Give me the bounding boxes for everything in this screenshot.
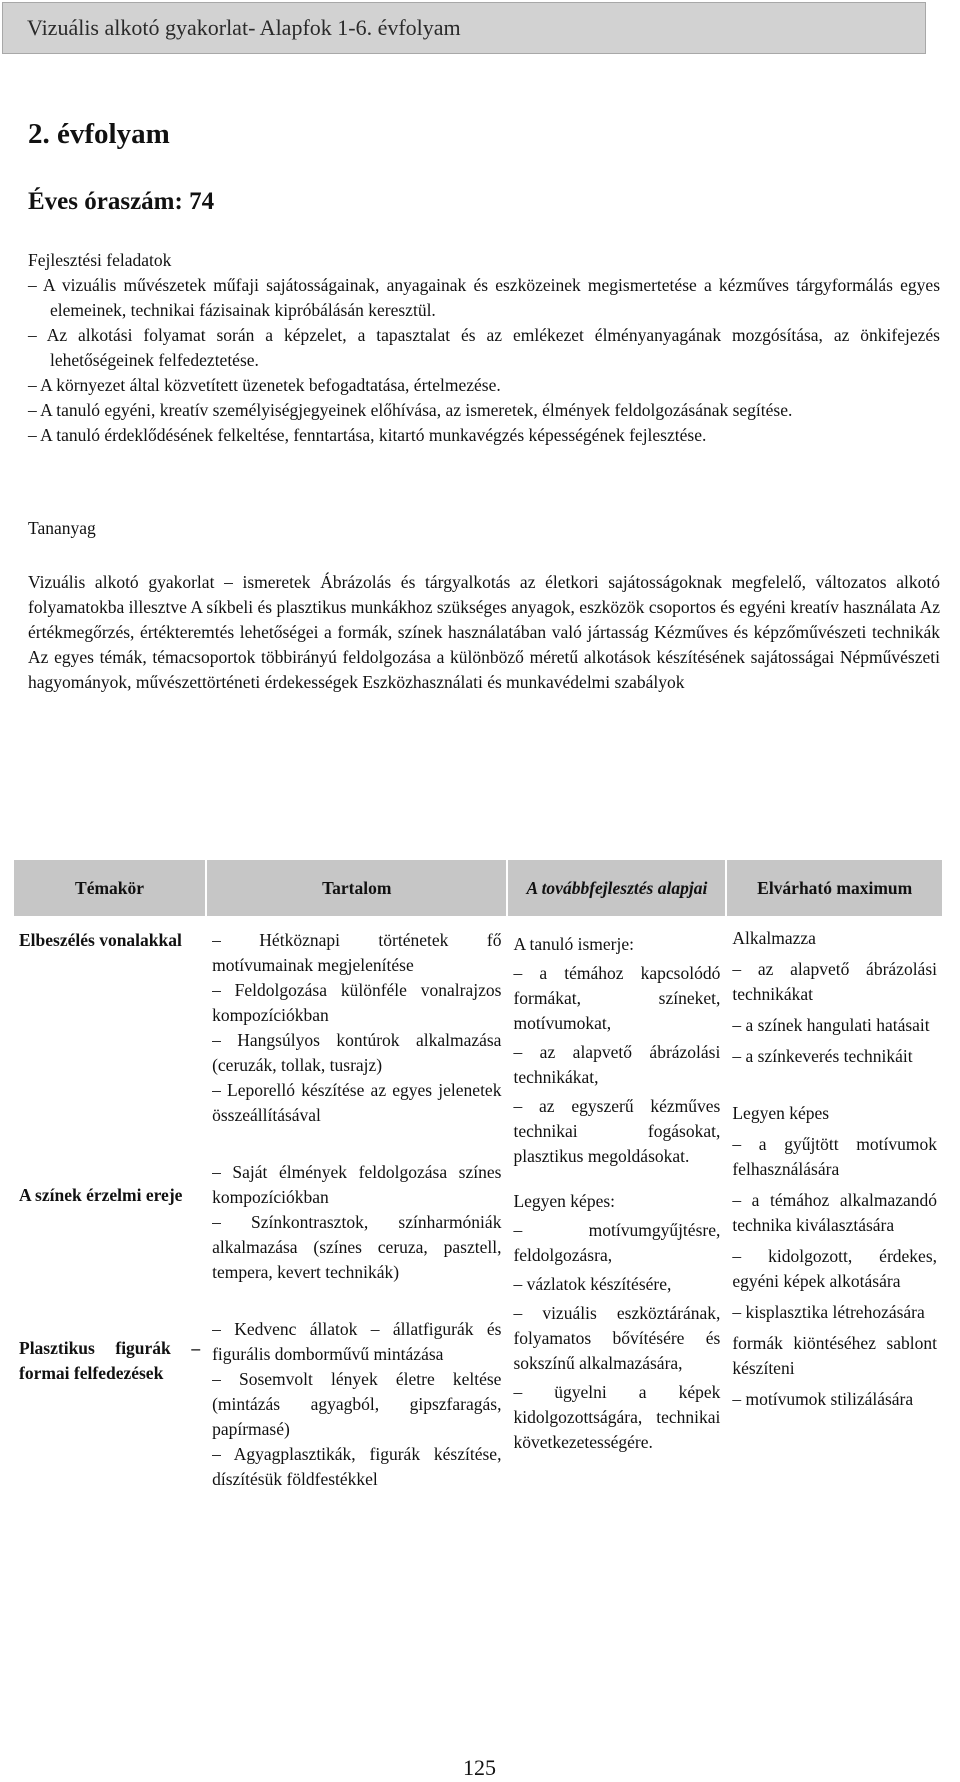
document-title: Vizuális alkotó gyakorlat- Alapfok 1-6. évfolyam xyxy=(27,15,461,40)
content-item: – Leporelló készítése az egyes jelenetek összeállításával xyxy=(212,1080,502,1125)
annual-hours: Éves óraszám: 74 xyxy=(28,188,215,215)
development-label: Fejlesztési feladatok xyxy=(28,250,172,270)
content-item: – Színkontrasztok, színharmóniák alkalmazása (színes ceruza, pasztell, tempera, kevert technikák) xyxy=(212,1212,502,1282)
further-item: – ügyelni a képek kidolgozottságára, technikai következetességére. xyxy=(513,1382,721,1452)
header-further: A továbbfejlesztés alapjai xyxy=(507,859,726,917)
expected-column xyxy=(726,917,943,1492)
further-item: – vizuális eszköztárának, folyamatos bővítésére és sokszínű alkalmazására, xyxy=(513,1303,721,1373)
expected-item: – a gyűjtött motívumok felhasználására xyxy=(732,1134,937,1179)
further-intro: Legyen képes: xyxy=(513,1191,616,1211)
further-item: – az alapvető ábrázolási technikákat, xyxy=(513,1042,721,1087)
expected-item: formák kiöntéséhez sablont készíteni xyxy=(732,1333,937,1378)
expected-item: – a témához alkalmazandó technika kiválasztására xyxy=(732,1190,937,1235)
content-column xyxy=(206,917,507,1492)
content-item: – Agyagplasztikák, figurák készítése, díszítésük földfestékkel xyxy=(212,1444,502,1489)
further-item: – vázlatok készítésére, xyxy=(513,1274,672,1294)
expected-item: – kisplasztika létrehozására xyxy=(732,1302,925,1322)
content-item: – Sosemvolt lények életre keltése (mintázás agyagból, gipszfaragás, papírmasé) xyxy=(212,1369,502,1439)
development-item: – A tanuló egyéni, kreatív személyiségjegyeinek előhívása, az ismeretek, élmények feldolgozásának segítése. xyxy=(28,400,793,420)
expected-item: – a színkeverés technikáit xyxy=(732,1046,913,1066)
topic-column xyxy=(13,917,206,1492)
content-item: – Feldolgozása különféle vonalrajzos kompozíciókban xyxy=(212,980,502,1025)
further-item: – a témához kapcsolódó formákat, színeket, motívumokat, xyxy=(513,963,721,1033)
development-item: – A tanuló érdeklődésének felkeltése, fenntartása, kitartó munkavégzés képességének fejlesztése. xyxy=(28,425,707,445)
curriculum-text: Vizuális alkotó gyakorlat – ismeretek Ábrázolás és tárgyalkotás az életkori sajátosságoknak megfelelő, változatos alkotó folyamatokba illesztve A síkbeli és plasztikus munkákhoz szükséges anyagok, eszközök csoportos és egyéni kreatív használata Az értékmegőrzés, értékteremtés lehetőségei a formák, színek használatában való jártasság Kézműves és képzőművészeti technikák Az egyes témák, témacsoportok többirányú feldolgozása a különböző méretű alkotások készítésének sajátosságai Népművészeti hagyományok, művészettörténeti érdekességek Eszközhasználati és munkavédelmi szabályok xyxy=(28,572,940,692)
table-header-row xyxy=(13,859,943,917)
development-item: – A környezet által közvetített üzenetek befogadtatása, értelmezése. xyxy=(28,375,501,395)
content-item: – Hangsúlyos kontúrok alkalmazása (ceruzák, tollak, tusrajz) xyxy=(212,1030,502,1075)
header-topic: Témakör xyxy=(13,859,206,917)
expected-intro: Legyen képes xyxy=(732,1103,830,1123)
expected-item: – a színek hangulati hatásait xyxy=(732,1015,930,1035)
further-item: – az egyszerű kézműves technikai fogásokat, plasztikus megoldásokat. xyxy=(513,1096,721,1166)
document-header xyxy=(2,2,926,54)
expected-item: – motívumok stilizálására xyxy=(732,1389,914,1409)
content-item: – Kedvenc állatok – állatfigurák és figurális domborművű mintázása xyxy=(212,1319,502,1364)
page-number: 125 xyxy=(463,1755,496,1780)
grade-heading: 2. évfolyam xyxy=(28,118,170,150)
curriculum-table xyxy=(12,858,944,1492)
expected-item: – az alapvető ábrázolási technikákat xyxy=(732,959,937,1004)
topic-cell: A színek érzelmi ereje xyxy=(19,1185,183,1205)
expected-intro: Alkalmazza xyxy=(732,928,816,948)
table-row xyxy=(13,917,943,1492)
header-expected: Elvárható maximum xyxy=(726,859,943,917)
topic-cell: Elbeszélés vonalakkal xyxy=(19,930,182,950)
content-item: – Saját élmények feldolgozása színes kompozíciókban xyxy=(212,1162,502,1207)
content-item: – Hétköznapi történetek fő motívumainak megjelenítése xyxy=(212,930,502,975)
expected-item: – kidolgozott, érdekes, egyéni képek alkotására xyxy=(732,1246,937,1291)
header-content: Tartalom xyxy=(206,859,507,917)
development-item: – A vizuális művészetek műfaji sajátosságainak, anyagainak és eszközeinek megismertetése a kézműves tárgyformálás egyes elemeinek, technikai fázisainak kipróbálásán keresztül. xyxy=(28,275,940,320)
curriculum-label: Tananyag xyxy=(28,518,96,538)
development-section xyxy=(28,248,940,448)
development-item: – Az alkotási folyamat során a képzelet, a tapasztalat és az emlékezet élményanyagának mozgósítása, az önkifejezés lehetőségeinek felfedeztetése. xyxy=(28,325,940,370)
topic-cell: Plasztikus figurák – formai felfedezések xyxy=(19,1338,201,1383)
further-column xyxy=(507,917,726,1492)
further-intro: A tanuló ismerje: xyxy=(513,934,634,954)
further-item: – motívumgyűjtésre, feldolgozásra, xyxy=(513,1220,721,1265)
